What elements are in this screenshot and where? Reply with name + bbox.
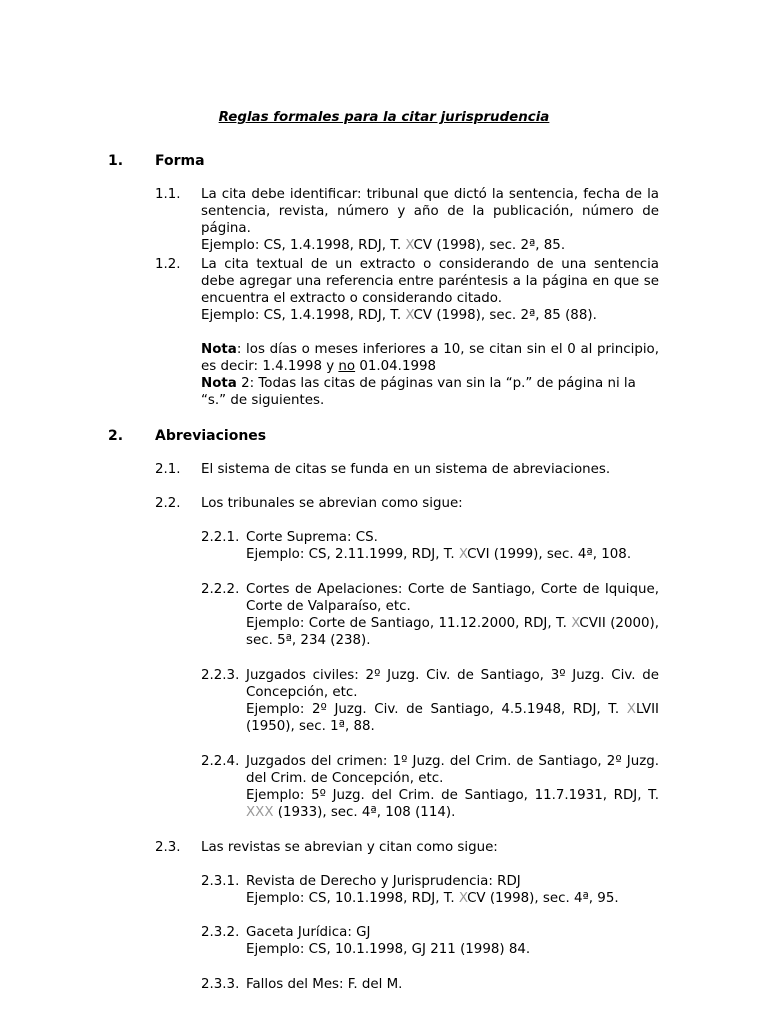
item-text: Las revistas se abrevian y citan como sigue: bbox=[201, 840, 498, 855]
item-text: La cita textual de un extracto o considerando de una sentencia debe agregar una referencia entre paréntesis a la página en que se encuentra el extracto o considerando citado. bbox=[201, 257, 659, 306]
item-number: 1.2. bbox=[155, 257, 181, 272]
item-text: Corte Suprema: CS. bbox=[246, 530, 378, 545]
section-label: Abreviaciones bbox=[155, 428, 267, 444]
item-text: Gaceta Jurídica: GJ bbox=[246, 925, 371, 940]
item-example: Ejemplo: CS, 2.11.1999, RDJ, T. XCVI (1999), sec. 4ª, 108. bbox=[246, 547, 632, 562]
item-example: Ejemplo: 2º Juzg. Civ. de Santiago, 4.5.1948, RDJ, T. XLVII (1950), sec. 1ª, 88. bbox=[246, 702, 659, 734]
item-example: Ejemplo: CS, 1.4.1998, RDJ, T. XCV (1998), sec. 2ª, 85 (88). bbox=[201, 308, 597, 323]
item-number: 2.2.3. bbox=[201, 668, 240, 683]
item-number: 2.2.1. bbox=[201, 530, 240, 545]
item-number: 2.3. bbox=[155, 840, 181, 855]
item-example: Ejemplo: Corte de Santiago, 11.12.2000, RDJ, T. XCVII (2000), sec. 5ª, 234 (238). bbox=[246, 616, 659, 648]
section-label: Forma bbox=[155, 153, 205, 169]
item-example: Ejemplo: CS, 1.4.1998, RDJ, T. XCV (1998), sec. 2ª, 85. bbox=[201, 238, 566, 253]
item-number: 2.3.2. bbox=[201, 925, 240, 940]
item-number: 2.3.3. bbox=[201, 977, 240, 992]
item-text: Revista de Derecho y Jurisprudencia: RDJ bbox=[246, 874, 521, 889]
item-example: Ejemplo: 5º Juzg. del Crim. de Santiago, 11.7.1931, RDJ, T. XXX (1933), sec. 4ª, 108 (114). bbox=[246, 788, 659, 820]
section-number: 2. bbox=[108, 428, 124, 444]
note-1: Nota: los días o meses inferiores a 10, se citan sin el 0 al principio, es decir: 1.4.1998 y no 01.04.1998 bbox=[201, 342, 659, 374]
item-text: Juzgados civiles: 2º Juzg. Civ. de Santiago, 3º Juzg. Civ. de Concepción, etc. bbox=[246, 668, 659, 700]
section-number: 1. bbox=[108, 153, 124, 169]
note-2: Nota 2: Todas las citas de páginas van sin la “p.” de página ni la “s.” de siguientes. bbox=[201, 376, 636, 408]
item-text: Fallos del Mes: F. del M. bbox=[246, 977, 403, 992]
item-text: Los tribunales se abrevian como sigue: bbox=[201, 496, 463, 511]
item-number: 2.3.1. bbox=[201, 874, 240, 889]
item-text: La cita debe identificar: tribunal que dictó la sentencia, fecha de la sentencia, revista, número y año de la publicación, número de página. bbox=[201, 187, 659, 236]
item-number: 2.2. bbox=[155, 496, 181, 511]
document-title: Reglas formales para la citar jurisprudencia bbox=[218, 110, 550, 125]
item-number: 2.2.4. bbox=[201, 754, 240, 769]
item-number: 2.2.2. bbox=[201, 582, 240, 597]
item-example: Ejemplo: CS, 10.1.1998, RDJ, T. XCV (1998), sec. 4ª, 95. bbox=[246, 891, 619, 906]
item-text: Juzgados del crimen: 1º Juzg. del Crim. de Santiago, 2º Juzg. del Crim. de Concepción, etc. bbox=[246, 754, 659, 786]
item-number: 2.1. bbox=[155, 462, 181, 477]
item-text: El sistema de citas se funda en un sistema de abreviaciones. bbox=[201, 462, 611, 477]
item-text: Cortes de Apelaciones: Corte de Santiago, Corte de Iquique, Corte de Valparaíso, etc. bbox=[246, 582, 659, 614]
item-example: Ejemplo: CS, 10.1.1998, GJ 211 (1998) 84. bbox=[246, 942, 531, 957]
item-number: 1.1. bbox=[155, 187, 181, 202]
